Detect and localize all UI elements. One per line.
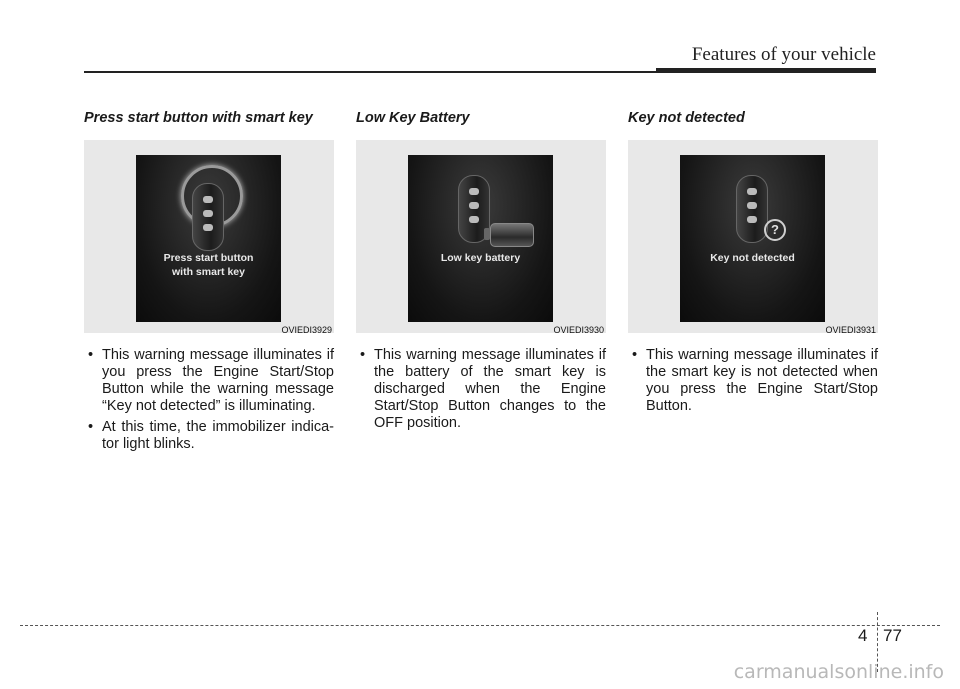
list-item: • This warning message illuminates if you press the Engine Start/Stop Button while the warning message “Key not detected” is illuminating.	[88, 347, 334, 414]
figure-code: OVIEDI3930	[553, 325, 604, 335]
display-line: with smart key	[172, 266, 245, 278]
figure-code: OVIEDI3931	[825, 325, 876, 335]
display-message	[136, 251, 281, 279]
section-title: Low Key Battery	[356, 110, 470, 126]
chapter-number: 4	[858, 626, 868, 645]
question-mark-icon: ?	[764, 219, 786, 241]
bullet-icon: •	[88, 419, 94, 435]
list-item: • This warning message illuminates if the smart key is not detected when you press the Engine Start/Stop Button.	[632, 347, 878, 414]
figure-key-not-detected	[628, 140, 878, 333]
bullet-icon: •	[360, 347, 366, 363]
bullet-icon: •	[632, 347, 638, 363]
section-title: Press start button with smart key	[84, 110, 313, 126]
cluster-display	[136, 155, 281, 322]
list-item: • At this time, the immobilizer indica-tor light blinks.	[88, 419, 334, 452]
bullet-icon: •	[88, 347, 94, 363]
running-header-title: Features of your vehicle	[691, 44, 876, 65]
display-message	[408, 251, 553, 265]
display-line: Key not detected	[710, 252, 795, 264]
figure-press-start	[84, 140, 334, 333]
figure-code: OVIEDI3929	[281, 325, 332, 335]
footer-rule	[20, 625, 940, 626]
section-title: Key not detected	[628, 110, 745, 126]
display-line: Low key battery	[440, 252, 521, 264]
display-line: Press start button	[163, 252, 254, 264]
cluster-display	[408, 155, 553, 322]
section-key-not-detected	[628, 110, 878, 419]
section-low-key-battery	[356, 110, 606, 436]
bullet-list	[84, 347, 334, 453]
header-rule-accent	[656, 68, 876, 73]
smart-key-icon	[736, 175, 768, 243]
watermark: carmanualsonline.info	[733, 661, 944, 683]
bullet-list	[356, 347, 606, 432]
list-item: • This warning message illuminates if the battery of the smart key is discharged when the Engine Start/Stop Button changes to the OFF position.	[360, 347, 606, 431]
cluster-display	[680, 155, 825, 322]
figure-low-key-battery	[356, 140, 606, 333]
smart-key-icon	[192, 183, 224, 251]
page-number: 77	[883, 626, 902, 645]
battery-icon	[490, 223, 534, 247]
bullet-list	[628, 347, 878, 415]
display-message	[680, 251, 825, 265]
section-press-start	[84, 110, 334, 457]
